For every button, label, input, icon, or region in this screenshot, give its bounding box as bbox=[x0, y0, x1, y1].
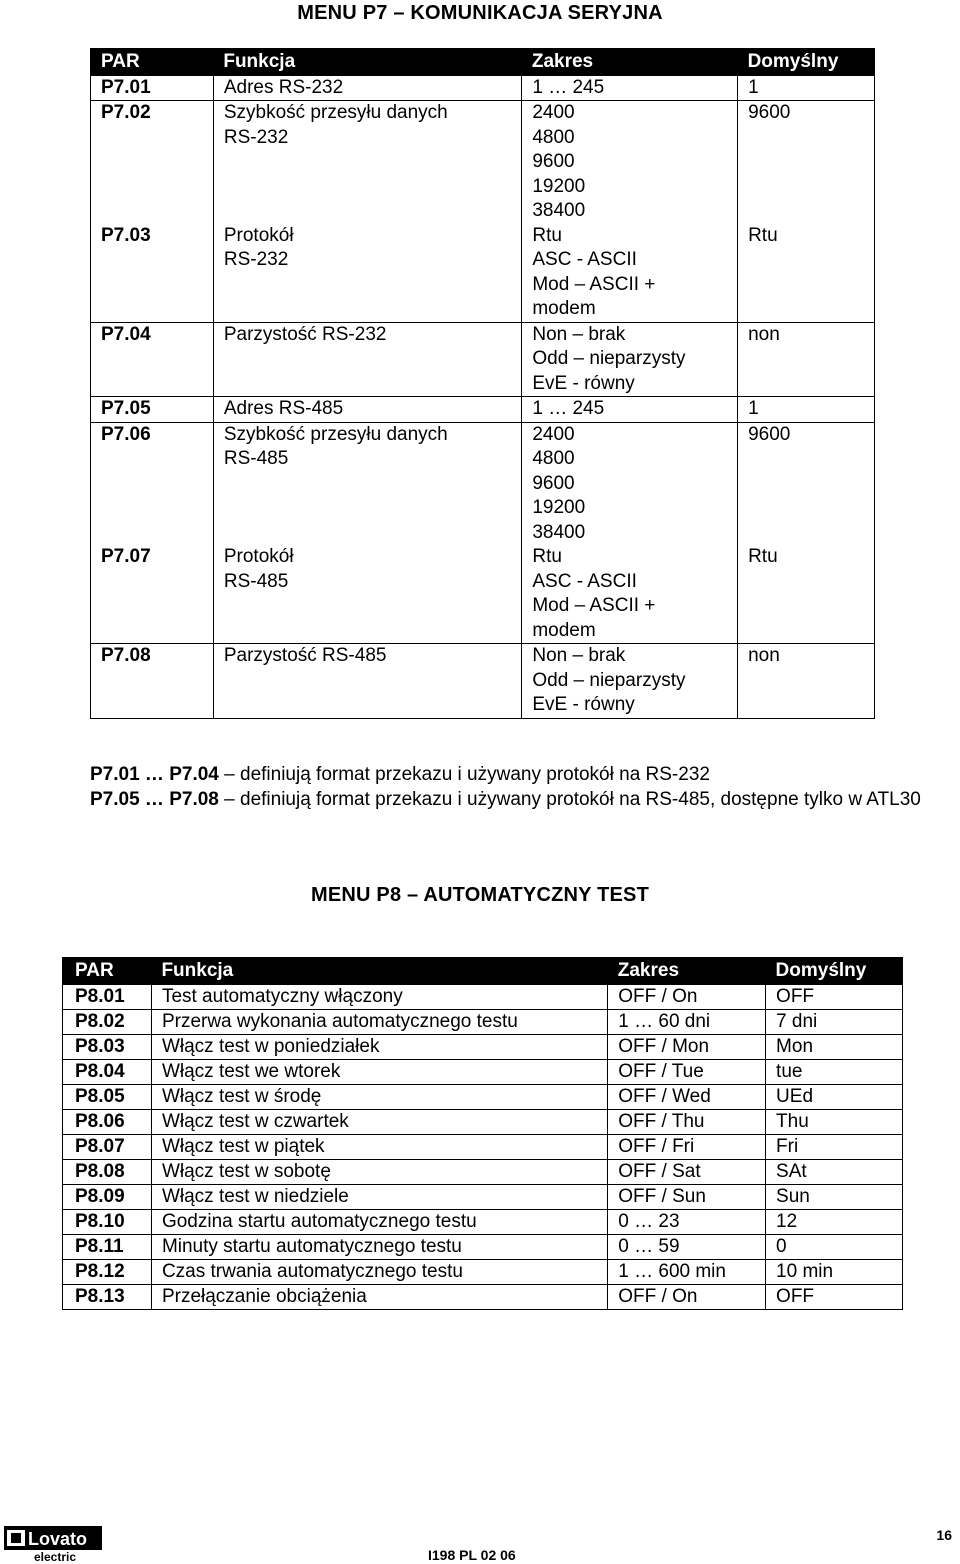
header-zakres: Zakres bbox=[522, 49, 738, 76]
note-text: – definiują format przekazu i używany protokół na RS-232 bbox=[218, 764, 710, 785]
default-value: OFF bbox=[766, 1284, 903, 1309]
table-row bbox=[63, 1009, 903, 1034]
range-value: Non – brak Odd – nieparzysty EvE - równy bbox=[522, 322, 738, 397]
function-name: Włącz test w piątek bbox=[151, 1134, 607, 1159]
table-row bbox=[63, 1159, 903, 1184]
function-name: Szybkość przesyłu danych RS-232 bbox=[213, 101, 522, 224]
table-row bbox=[63, 1034, 903, 1059]
default-value: OFF bbox=[766, 984, 903, 1009]
header-zakres: Zakres bbox=[608, 958, 766, 985]
table-row bbox=[63, 1259, 903, 1284]
range-value: OFF / Sun bbox=[608, 1184, 766, 1209]
par-code: P7.05 bbox=[91, 397, 214, 423]
range-value: OFF / Fri bbox=[608, 1134, 766, 1159]
note-rs232 bbox=[90, 762, 921, 787]
default-value: UEd bbox=[766, 1084, 903, 1109]
notes bbox=[90, 762, 921, 812]
function-name: Włącz test w sobotę bbox=[151, 1159, 607, 1184]
default-value: 7 dni bbox=[766, 1009, 903, 1034]
table-row bbox=[91, 224, 875, 323]
default-value: Rtu bbox=[738, 545, 875, 644]
header-domyslny: Domyślny bbox=[738, 49, 875, 76]
table-row bbox=[63, 1134, 903, 1159]
function-name: Adres RS-485 bbox=[213, 397, 522, 423]
table-row bbox=[63, 1109, 903, 1134]
range-value: OFF / Sat bbox=[608, 1159, 766, 1184]
default-value: Rtu bbox=[738, 224, 875, 323]
lovato-logo bbox=[4, 1526, 102, 1562]
range-value: OFF / Tue bbox=[608, 1059, 766, 1084]
table-row bbox=[91, 422, 875, 545]
function-name: Protokół RS-232 bbox=[213, 224, 522, 323]
header-domyslny: Domyślny bbox=[766, 958, 903, 985]
range-value: 2400 4800 9600 19200 38400 bbox=[522, 422, 738, 545]
function-name: Czas trwania automatycznego testu bbox=[151, 1259, 607, 1284]
default-value: non bbox=[738, 322, 875, 397]
range-value: 0 … 23 bbox=[608, 1209, 766, 1234]
menu-p7-table bbox=[90, 48, 875, 719]
par-code: P7.06 bbox=[91, 422, 214, 545]
range-value: OFF / On bbox=[608, 1284, 766, 1309]
header-par: PAR bbox=[63, 958, 152, 985]
default-value: Sun bbox=[766, 1184, 903, 1209]
function-name: Włącz test w czwartek bbox=[151, 1109, 607, 1134]
table-row bbox=[91, 75, 875, 101]
header-par: PAR bbox=[91, 49, 214, 76]
note-ref: P7.05 … P7.08 bbox=[90, 789, 219, 810]
function-name: Parzystość RS-485 bbox=[213, 644, 522, 719]
table-row bbox=[63, 1059, 903, 1084]
par-code: P7.01 bbox=[91, 75, 214, 101]
range-value: 1 … 245 bbox=[522, 75, 738, 101]
range-value: Rtu ASC - ASCII Mod – ASCII + modem bbox=[522, 224, 738, 323]
table-row bbox=[63, 1209, 903, 1234]
default-value: SAt bbox=[766, 1159, 903, 1184]
function-name: Włącz test w poniedziałek bbox=[151, 1034, 607, 1059]
default-value: Mon bbox=[766, 1034, 903, 1059]
page-number: 16 bbox=[936, 1527, 952, 1543]
range-value: OFF / Mon bbox=[608, 1034, 766, 1059]
note-ref: P7.01 … P7.04 bbox=[90, 764, 219, 785]
function-name: Włącz test w niedziele bbox=[151, 1184, 607, 1209]
table-row bbox=[91, 101, 875, 224]
logo-text: Lovato bbox=[28, 1529, 88, 1549]
default-value: 9600 bbox=[738, 101, 875, 224]
default-value: 10 min bbox=[766, 1259, 903, 1284]
function-name: Przerwa wykonania automatycznego testu bbox=[151, 1009, 607, 1034]
default-value: 9600 bbox=[738, 422, 875, 545]
par-code: P8.06 bbox=[63, 1109, 152, 1134]
par-code: P8.01 bbox=[63, 984, 152, 1009]
par-code: P8.02 bbox=[63, 1009, 152, 1034]
range-value: OFF / Thu bbox=[608, 1109, 766, 1134]
range-value: 1 … 600 min bbox=[608, 1259, 766, 1284]
range-value: OFF / Wed bbox=[608, 1084, 766, 1109]
range-value: 1 … 245 bbox=[522, 397, 738, 423]
default-value: 1 bbox=[738, 75, 875, 101]
header-funkcja: Funkcja bbox=[213, 49, 522, 76]
par-code: P8.09 bbox=[63, 1184, 152, 1209]
table-row bbox=[91, 644, 875, 719]
range-value: 2400 4800 9600 19200 38400 bbox=[522, 101, 738, 224]
table-row bbox=[63, 1234, 903, 1259]
function-name: Godzina startu automatycznego testu bbox=[151, 1209, 607, 1234]
par-code: P7.07 bbox=[91, 545, 214, 644]
default-value: Thu bbox=[766, 1109, 903, 1134]
par-code: P8.12 bbox=[63, 1259, 152, 1284]
table-row bbox=[63, 1284, 903, 1309]
function-name: Minuty startu automatycznego testu bbox=[151, 1234, 607, 1259]
table-row bbox=[91, 322, 875, 397]
default-value: 12 bbox=[766, 1209, 903, 1234]
function-name: Test automatyczny włączony bbox=[151, 984, 607, 1009]
table-row bbox=[91, 545, 875, 644]
default-value: Fri bbox=[766, 1134, 903, 1159]
function-name: Przełączanie obciążenia bbox=[151, 1284, 607, 1309]
table-row bbox=[91, 397, 875, 423]
default-value: tue bbox=[766, 1059, 903, 1084]
par-code: P8.04 bbox=[63, 1059, 152, 1084]
function-name: Szybkość przesyłu danych RS-485 bbox=[213, 422, 522, 545]
table-row bbox=[63, 1184, 903, 1209]
par-code: P8.11 bbox=[63, 1234, 152, 1259]
logo-subtext: electric bbox=[34, 1550, 77, 1562]
function-name: Protokół RS-485 bbox=[213, 545, 522, 644]
function-name: Włącz test we wtorek bbox=[151, 1059, 607, 1084]
range-value: OFF / On bbox=[608, 984, 766, 1009]
par-code: P8.07 bbox=[63, 1134, 152, 1159]
par-code: P7.04 bbox=[91, 322, 214, 397]
note-text: – definiują format przekazu i używany protokół na RS-485, dostępne tylko w ATL30 bbox=[218, 789, 921, 810]
menu-p7-title: MENU P7 – KOMUNIKACJA SERYJNA bbox=[297, 2, 663, 24]
range-value: Rtu ASC - ASCII Mod – ASCII + modem bbox=[522, 545, 738, 644]
par-code: P8.13 bbox=[63, 1284, 152, 1309]
default-value: 1 bbox=[738, 397, 875, 423]
range-value: 1 … 60 dni bbox=[608, 1009, 766, 1034]
range-value: Non – brak Odd – nieparzysty EvE - równy bbox=[522, 644, 738, 719]
function-name: Adres RS-232 bbox=[213, 75, 522, 101]
par-code: P7.03 bbox=[91, 224, 214, 323]
document-code: I198 PL 02 06 bbox=[428, 1547, 516, 1563]
table-row bbox=[63, 1084, 903, 1109]
table-row bbox=[63, 984, 903, 1009]
par-code: P8.03 bbox=[63, 1034, 152, 1059]
menu-p8-title: MENU P8 – AUTOMATYCZNY TEST bbox=[310, 884, 650, 906]
menu-p8-table bbox=[62, 957, 903, 1310]
par-code: P7.08 bbox=[91, 644, 214, 719]
header-funkcja: Funkcja bbox=[151, 958, 607, 985]
par-code: P8.05 bbox=[63, 1084, 152, 1109]
function-name: Włącz test w środę bbox=[151, 1084, 607, 1109]
par-code: P7.02 bbox=[91, 101, 214, 224]
par-code: P8.08 bbox=[63, 1159, 152, 1184]
note-rs485 bbox=[90, 787, 921, 812]
par-code: P8.10 bbox=[63, 1209, 152, 1234]
default-value: 0 bbox=[766, 1234, 903, 1259]
function-name: Parzystość RS-232 bbox=[213, 322, 522, 397]
range-value: 0 … 59 bbox=[608, 1234, 766, 1259]
default-value: non bbox=[738, 644, 875, 719]
